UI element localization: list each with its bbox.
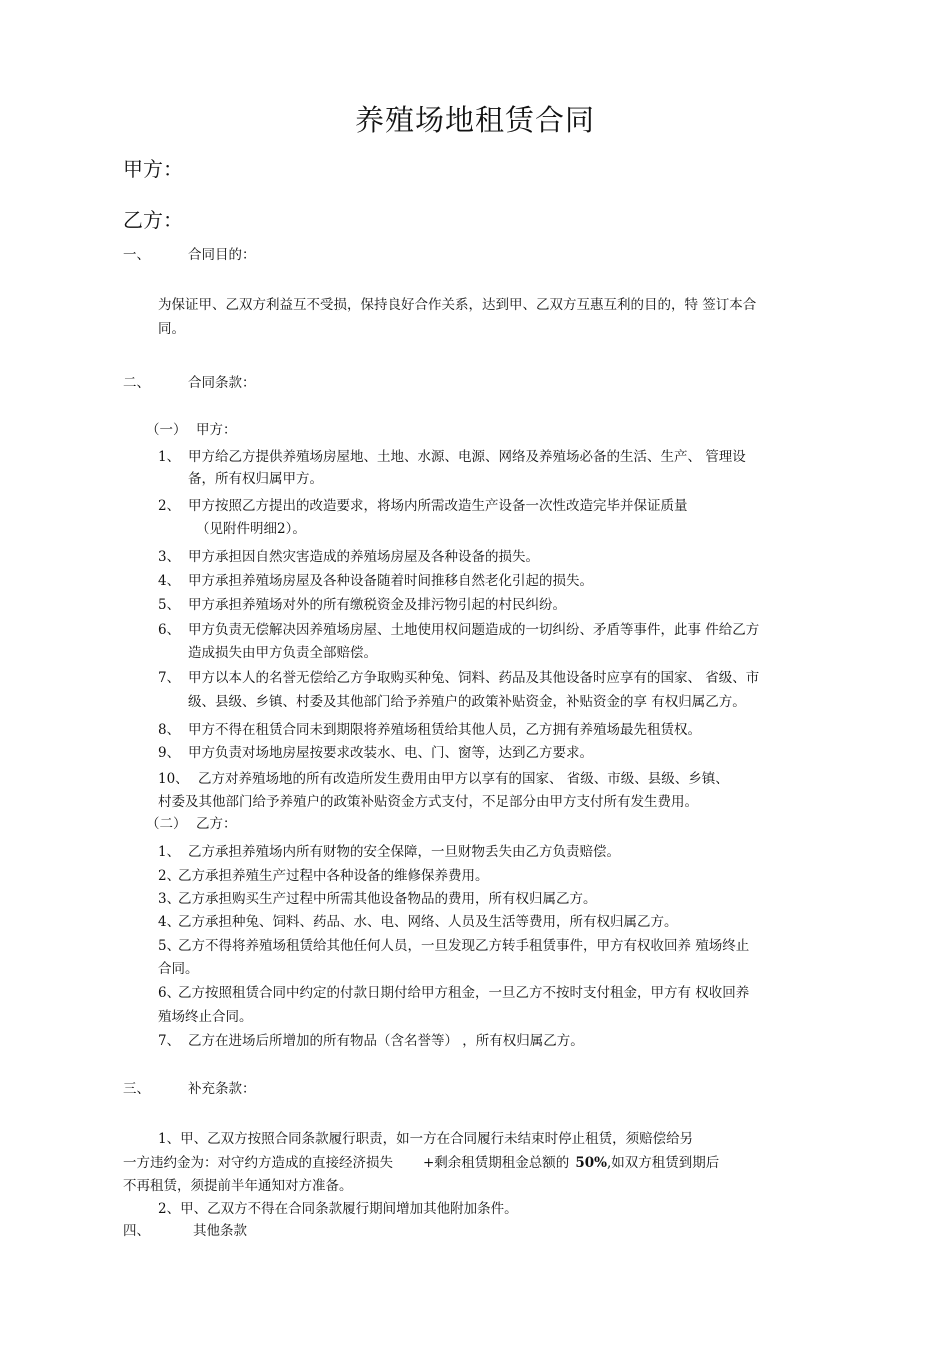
a-item-10-number: 10、 bbox=[158, 771, 189, 787]
a-item-10-line-2: 村委及其他部门给予养殖户的政策补贴资金方式支付，不足部分由甲方支付所有发生费用。 bbox=[158, 794, 698, 810]
sub-a-number: （一） bbox=[146, 422, 187, 438]
party-a-label: 甲方： bbox=[123, 157, 183, 181]
a-item-4-number: 4、 bbox=[158, 573, 181, 589]
a-item-3-number: 3、 bbox=[158, 549, 181, 565]
a-item-6-number: 6、 bbox=[158, 622, 181, 638]
b-item-1-line-1: 乙方承担养殖场内所有财物的安全保障，一旦财物丢失由乙方负责赔偿。 bbox=[188, 844, 620, 860]
a-item-2-line-1: 甲方按照乙方提出的改造要求，将场内所需改造生产设备一次性改造完毕并保证质量 bbox=[188, 498, 688, 514]
b-item-5-line-1: 乙方不得将养殖场租赁给其他任何人员，一旦发现乙方转手租赁事件，甲方有权收回养 殖场终止 bbox=[178, 938, 750, 954]
a-item-7-number: 7、 bbox=[158, 670, 181, 686]
a-item-1-number: 1、 bbox=[158, 449, 181, 465]
a-item-10-line-1: 乙方对养殖场地的所有改造所发生费用由甲方以享有的国家、 省级、市级、县级、乡镇、 bbox=[198, 771, 729, 787]
a-item-9-line-1: 甲方负责对场地房屋按要求改装水、电、门、窗等，达到乙方要求。 bbox=[188, 745, 593, 761]
b-item-4-line-1: 乙方承担种兔、饲料、药品、水、电、网络、人员及生活等费用，所有权归属乙方。 bbox=[178, 914, 678, 930]
section-3-number: 三、 bbox=[123, 1081, 150, 1097]
b-item-6-line-1: 乙方按照租赁合同中约定的付款日期付给甲方租金，一旦乙方不按时支付租金，甲方有 权收回养 bbox=[178, 985, 750, 1001]
b-item-7-line-1: 乙方在进场后所增加的所有物品（含名誉等） ，所有权归属乙方。 bbox=[188, 1033, 584, 1049]
purpose-line-2: 同。 bbox=[158, 321, 185, 337]
a-item-4-line-1: 甲方承担养殖场房屋及各种设备随着时间推移自然老化引起的损失。 bbox=[188, 573, 593, 589]
supp-line-2-part-b: +剩余租赁期租金总额的 bbox=[423, 1155, 570, 1171]
page-title: 养殖场地租赁合同 bbox=[354, 103, 595, 137]
supp-item-1-line-3: 不再租赁，须提前半年通知对方准备。 bbox=[123, 1178, 353, 1194]
section-4-title: 其他条款 bbox=[193, 1223, 247, 1239]
a-item-1-line-1: 甲方给乙方提供养殖场房屋地、土地、水源、电源、网络及养殖场必备的生活、生产、 管理设 bbox=[188, 449, 746, 465]
supp-line-2-percent: 50% bbox=[575, 1155, 607, 1171]
a-item-5-number: 5、 bbox=[158, 597, 181, 613]
section-4-number: 四、 bbox=[123, 1223, 150, 1239]
b-item-2-line-1: 乙方承担养殖生产过程中各种设备的维修保养费用。 bbox=[178, 868, 489, 884]
a-item-5-line-1: 甲方承担养殖场对外的所有缴税资金及排污物引起的村民纠纷。 bbox=[188, 597, 566, 613]
b-item-1-number: 1、 bbox=[158, 844, 181, 860]
b-item-7-number: 7、 bbox=[158, 1033, 181, 1049]
b-item-5-number: 5、 bbox=[158, 938, 181, 954]
section-1-title: 合同目的： bbox=[188, 247, 256, 263]
section-3-title: 补充条款： bbox=[188, 1081, 256, 1097]
supp-line-2-part-a: 一方违约金为：对守约方造成的直接经济损失 bbox=[123, 1155, 393, 1171]
a-item-7-line-1: 甲方以本人的名誉无偿给乙方争取购买种兔、饲料、药品及其他设备时应享有的国家、 省级、市 bbox=[188, 670, 760, 686]
purpose-line-1: 为保证甲、乙双方利益互不受损，保持良好合作关系，达到甲、乙双方互惠互利的目的，特 签订本合 bbox=[158, 297, 757, 313]
a-item-9-number: 9、 bbox=[158, 745, 181, 761]
section-2-title: 合同条款： bbox=[188, 375, 256, 391]
a-item-8-line-1: 甲方不得在租赁合同未到期限将养殖场租赁给其他人员，乙方拥有养殖场最先租赁权。 bbox=[188, 722, 701, 738]
supp-item-1-line-1: 1、甲、乙双方按照合同条款履行职责，如一方在合同履行未结束时停止租赁，须赔偿给另 bbox=[158, 1131, 694, 1147]
b-item-6-line-2: 殖场终止合同。 bbox=[158, 1009, 253, 1025]
sub-b-number: （二） bbox=[146, 816, 187, 832]
supp-item-1-line-2 bbox=[123, 1151, 719, 1171]
b-item-3-line-1: 乙方承担购买生产过程中所需其他设备物品的费用，所有权归属乙方。 bbox=[178, 891, 597, 907]
a-item-6-line-1: 甲方负责无偿解决因养殖场房屋、土地使用权问题造成的一切纠纷、矛盾等事件，此事 件给乙方 bbox=[188, 622, 760, 638]
sub-a-title: 甲方： bbox=[196, 422, 237, 438]
supp-line-2-part-d: ,如双方租赁到期后 bbox=[606, 1155, 720, 1171]
sub-b-title: 乙方： bbox=[196, 816, 237, 832]
b-item-5-line-2: 合同。 bbox=[158, 961, 199, 977]
supp-item-2: 2、甲、乙双方不得在合同条款履行期间增加其他附加条件。 bbox=[158, 1201, 518, 1217]
a-item-6-line-2: 造成损失由甲方负责全部赔偿。 bbox=[188, 645, 377, 661]
a-item-3-line-1: 甲方承担因自然灾害造成的养殖场房屋及各种设备的损失。 bbox=[188, 549, 539, 565]
b-item-2-number: 2、 bbox=[158, 868, 181, 884]
b-item-6-number: 6、 bbox=[158, 985, 181, 1001]
b-item-4-number: 4、 bbox=[158, 914, 181, 930]
a-item-2-number: 2、 bbox=[158, 498, 181, 514]
a-item-7-line-2: 级、县级、乡镇、村委及其他部门给予养殖户的政策补贴资金，补贴资金的享 有权归属乙方。 bbox=[188, 694, 746, 710]
a-item-1-line-2: 备，所有权归属甲方。 bbox=[188, 471, 323, 487]
b-item-3-number: 3、 bbox=[158, 891, 181, 907]
a-item-8-number: 8、 bbox=[158, 722, 181, 738]
party-b-label: 乙方： bbox=[123, 208, 183, 232]
section-1-number: 一、 bbox=[123, 247, 150, 263]
section-2-number: 二、 bbox=[123, 375, 150, 391]
a-item-2-line-2: （见附件明细2）。 bbox=[196, 521, 306, 537]
